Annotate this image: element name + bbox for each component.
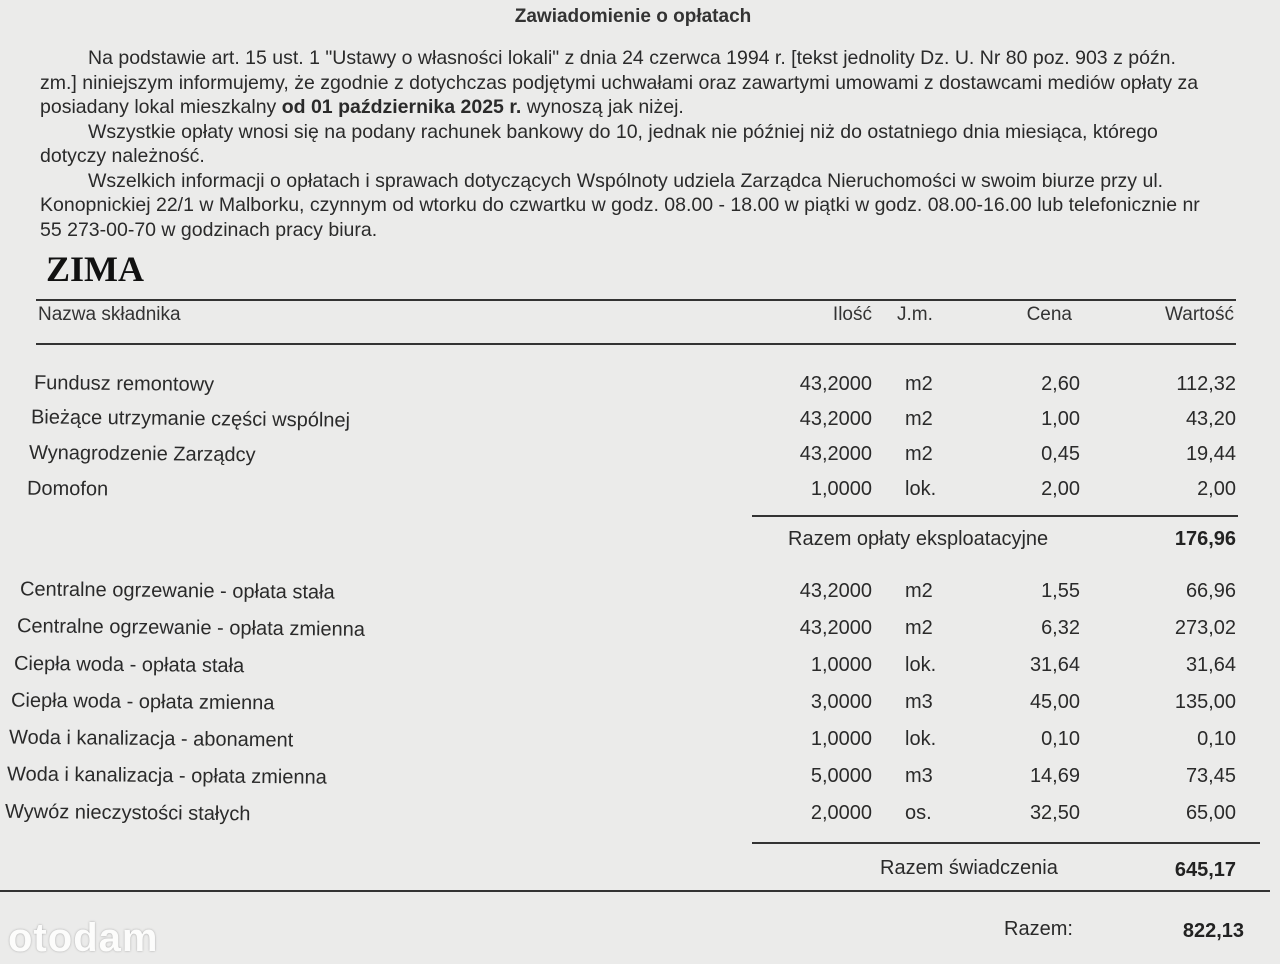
contact-paragraph: Wszelkich informacji o opłatach i sprawach dotyczących Wspólnoty udziela Zarządca Nieruchomości w swoim biurze przy ul. Konopnickiej 22/1 w Malborku, czynnym od wtorku do czwartku w godz. 08.00 - 18.00 w piątki w godz. 08.00-16.00 lub telefonicznie nr 55 273-00-70 w godzinach pracy biura. xyxy=(40,169,1200,241)
cell-qty: 3,0000 xyxy=(810,691,872,713)
table-row xyxy=(0,443,1280,473)
cell-qty: 1,0000 xyxy=(810,478,872,500)
cell-qty: 43,2000 xyxy=(799,580,872,602)
header-price: Cena xyxy=(1026,304,1072,325)
cell-price: 1,00 xyxy=(1041,408,1080,430)
cell-name: Bieżące utrzymanie części wspólnej xyxy=(30,406,351,432)
cell-name: Fundusz remontowy xyxy=(33,372,215,396)
effective-date: od 01 października 2025 r. xyxy=(281,96,522,118)
cell-value: 2,00 xyxy=(1197,478,1236,500)
table-row xyxy=(0,478,1280,508)
watermark-logo: otodam xyxy=(8,916,159,960)
cell-unit: os. xyxy=(905,802,932,824)
cell-value: 66,96 xyxy=(1185,580,1236,602)
cell-price: 45,00 xyxy=(1029,691,1080,713)
cell-qty: 1,0000 xyxy=(810,654,872,676)
table-row xyxy=(0,408,1280,438)
cell-price: 32,50 xyxy=(1029,802,1080,824)
cell-unit: m2 xyxy=(905,408,933,430)
cell-unit: lok. xyxy=(905,728,937,750)
cell-qty: 43,2000 xyxy=(799,443,872,465)
cell-name: Centralne ogrzewanie - opłata stała xyxy=(19,578,335,604)
table-row xyxy=(0,617,1280,647)
cell-value: 273,02 xyxy=(1174,617,1236,639)
table-row xyxy=(0,580,1280,610)
total-label: Razem: xyxy=(1004,918,1073,940)
cell-unit: m2 xyxy=(905,443,933,465)
cell-price: 2,00 xyxy=(1041,478,1080,500)
cell-name: Woda i kanalizacja - abonament xyxy=(8,726,294,752)
cell-unit: lok. xyxy=(905,478,937,500)
intro-paragraph xyxy=(40,46,1210,242)
cell-unit: m2 xyxy=(905,373,933,395)
subtotal-utilities-label: Razem świadczenia xyxy=(880,857,1058,879)
document-title: Zawiadomienie o opłatach xyxy=(514,6,752,27)
intro-text-end: wynoszą jak niżej. xyxy=(526,96,684,118)
intro-text: Na podstawie art. 15 ust. 1 "Ustawy o własności lokali" z dnia 24 czerwca 1994 r. [tekst jednolity Dz. U. Nr 80 poz. 903 z późn. zm.] niniejszym informujemy, że zgodnie z dotychczas podjętymi uchwałami oraz zawartymi umowami z dostawcami mediów opłaty za posiadany lokal mieszkalny xyxy=(40,47,1199,118)
cell-price: 1,55 xyxy=(1041,580,1080,602)
cell-qty: 2,0000 xyxy=(810,802,872,824)
cell-unit: m2 xyxy=(905,617,933,639)
cell-unit: m2 xyxy=(905,580,933,602)
cell-unit: m3 xyxy=(905,765,933,787)
divider xyxy=(36,343,1236,345)
cell-name: Ciepła woda - opłata zmienna xyxy=(10,689,275,715)
subtotal-operating-value: 176,96 xyxy=(1174,528,1236,550)
total-value: 822,13 xyxy=(1182,920,1244,942)
payment-paragraph: Wszystkie opłaty wnosi się na podany rachunek bankowy do 10, jednak nie później niż do ostatniego dnia miesiąca, którego dotyczy należność. xyxy=(40,120,1158,167)
table-row xyxy=(0,373,1280,403)
table-row xyxy=(0,691,1280,721)
cell-unit: lok. xyxy=(905,654,937,676)
divider xyxy=(0,890,1270,892)
cell-price: 2,60 xyxy=(1041,373,1080,395)
cell-name: Centralne ogrzewanie - opłata zmienna xyxy=(16,615,366,641)
table-row xyxy=(0,765,1280,795)
cell-unit: m3 xyxy=(905,691,933,713)
subtotal-operating-label: Razem opłaty eksploatacyjne xyxy=(788,528,1049,550)
cell-price: 6,32 xyxy=(1041,617,1080,639)
divider xyxy=(752,842,1260,844)
cell-name: Ciepła woda - opłata stała xyxy=(13,652,245,678)
cell-value: 65,00 xyxy=(1185,802,1236,824)
cell-qty: 43,2000 xyxy=(799,373,872,395)
cell-qty: 1,0000 xyxy=(810,728,872,750)
cell-qty: 5,0000 xyxy=(810,765,872,787)
cell-name: Woda i kanalizacja - opłata zmienna xyxy=(6,763,327,789)
cell-price: 0,45 xyxy=(1041,443,1080,465)
cell-value: 112,32 xyxy=(1176,373,1236,395)
cell-value: 73,45 xyxy=(1185,765,1236,787)
season-label: ZIMA xyxy=(46,249,144,289)
cell-value: 19,44 xyxy=(1185,443,1236,465)
header-name: Nazwa składnika xyxy=(38,304,181,325)
cell-price: 31,64 xyxy=(1029,654,1080,676)
table-row xyxy=(0,654,1280,684)
cell-qty: 43,2000 xyxy=(799,408,872,430)
table-row xyxy=(0,802,1280,832)
cell-name: Wywóz nieczystości stałych xyxy=(4,800,251,826)
cell-value: 43,20 xyxy=(1185,408,1236,430)
subtotal-utilities-value: 645,17 xyxy=(1174,859,1236,881)
cell-name: Domofon xyxy=(26,477,109,501)
divider xyxy=(36,299,1236,301)
divider xyxy=(752,515,1238,517)
cell-value: 31,64 xyxy=(1185,654,1236,676)
cell-value: 135,00 xyxy=(1174,691,1236,713)
header-qty: Ilość xyxy=(832,304,872,325)
header-unit: J.m. xyxy=(897,304,933,325)
cell-qty: 43,2000 xyxy=(799,617,872,639)
cell-price: 0,10 xyxy=(1041,728,1080,750)
table-row xyxy=(0,728,1280,758)
cell-name: Wynagrodzenie Zarządcy xyxy=(28,441,256,467)
cell-price: 14,69 xyxy=(1029,765,1080,787)
header-value: Wartość xyxy=(1165,304,1234,325)
cell-value: 0,10 xyxy=(1197,728,1236,750)
